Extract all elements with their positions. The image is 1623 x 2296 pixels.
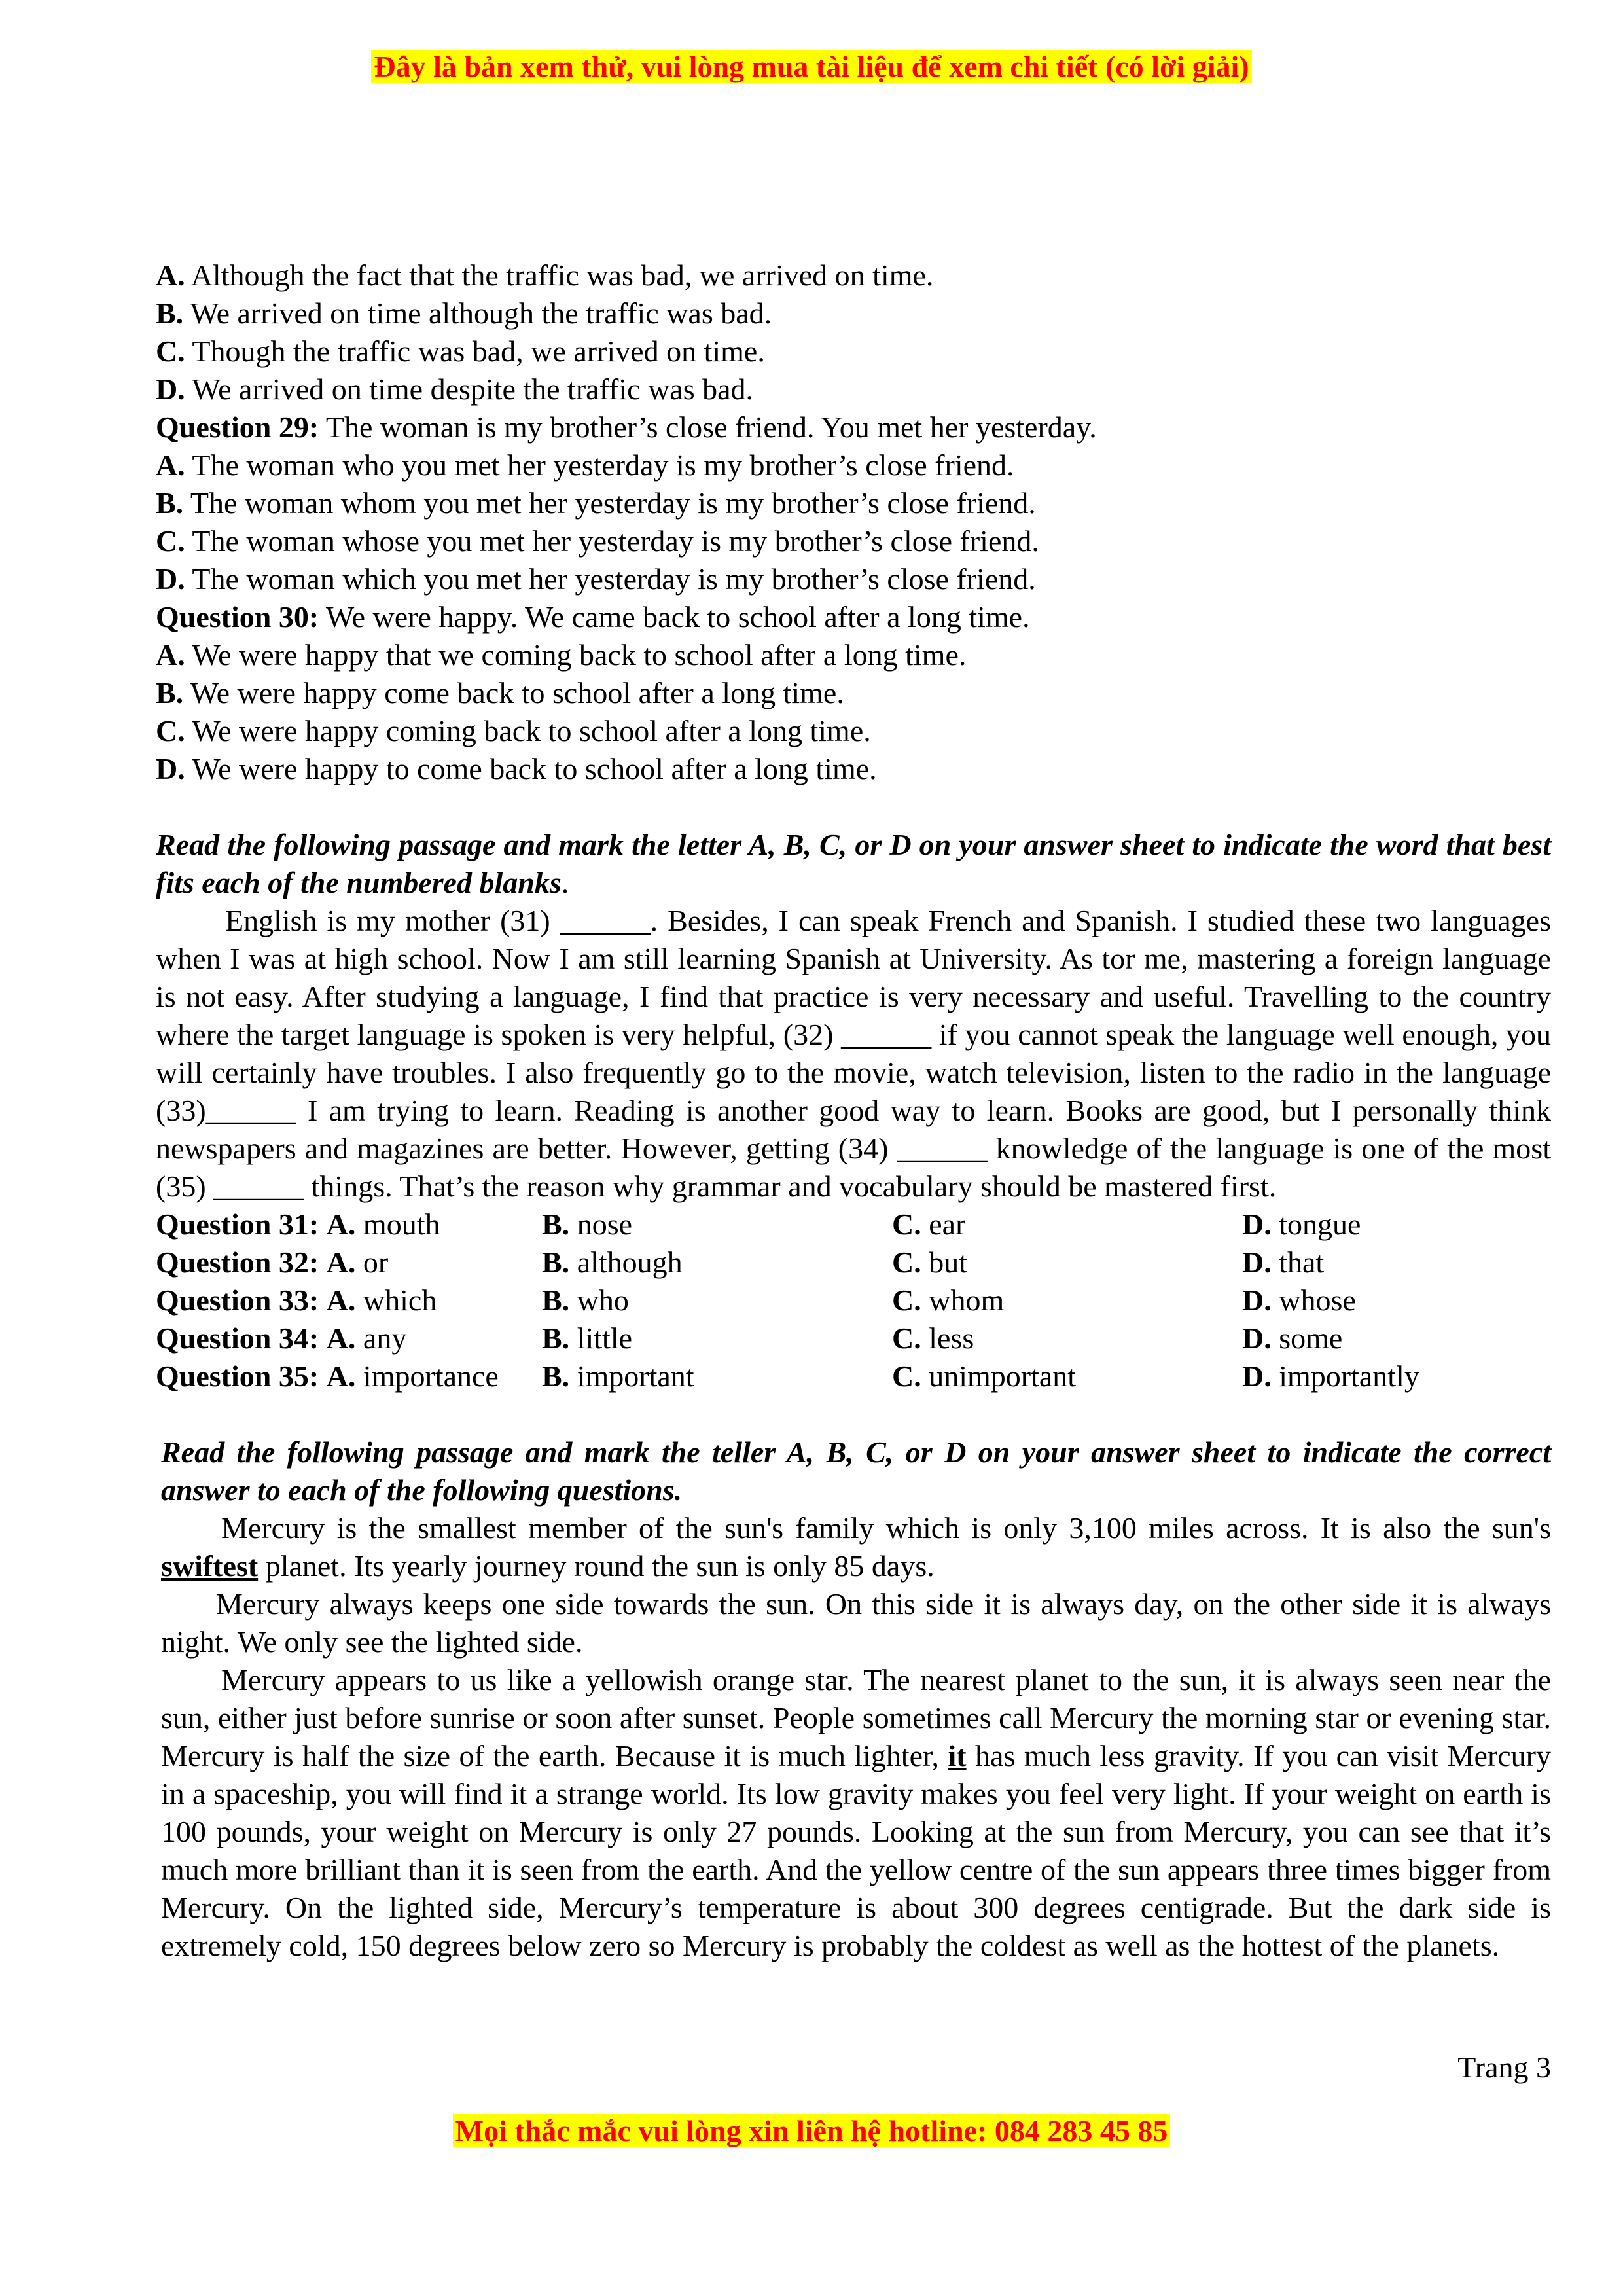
- q30-option-d: D. We were happy to come back to school after a long time.: [156, 752, 877, 785]
- preview-notice-text: Đây là bản xem thử, vui lòng mua tài liệu để xem chi tiết (có lời giải): [371, 50, 1251, 83]
- q29-prompt: Question 29: The woman is my brother’s close friend. You met her yesterday.: [156, 410, 1097, 444]
- document-body: [156, 257, 1551, 1965]
- q28-option-c: C. Though the traffic was bad, we arrived on time.: [156, 334, 765, 368]
- q28-option-a: A. Although the fact that the traffic was bad, we arrived on time.: [156, 259, 934, 292]
- highlighted-word-swiftest: swiftest: [161, 1549, 259, 1583]
- q29-option-d: D. The woman which you met her yesterday is my brother’s close friend.: [156, 562, 1036, 596]
- question-34-row: Question 34: A. any B. little C. less D. some: [156, 1321, 1343, 1355]
- page-number: Trang 3: [1457, 2051, 1551, 2084]
- q30-option-c: C. We were happy coming back to school after a long time.: [156, 714, 871, 747]
- reading-paragraph-3: Mercury appears to us like a yellowish orange star. The nearest planet to the sun, it is always seen near the sun, either just before sunrise or soon after sunset. People sometimes call Mercury the morning star or evening star. Mercury is half the size of the earth. Because it is much lighter, it has much less gravity. If you can visit Mercury in a spaceship, you will find it a strange world. Its low gravity makes you feel very light. If your weight on earth is 100 pounds, your weight on Mercury is only 27 pounds. Looking at the sun from Mercury, you can see that it’s much more brilliant than it is seen from the earth. And the yellow centre of the sun appears three times bigger from Mercury. On the lighted side, Mercury’s temperature is about 300 degrees centigrade. But the dark side is extremely cold, 150 degrees below zero so Mercury is probably the coldest as well as the hottest of the planets.: [161, 1663, 1552, 1962]
- section-gap: [156, 788, 1551, 826]
- q30-option-b: B. We were happy come back to school after a long time.: [156, 676, 844, 709]
- q29-option-b: B. The woman whom you met her yesterday is my brother’s close friend.: [156, 486, 1036, 520]
- question-32-row: Question 32: A. or B. although C. but D. that: [156, 1246, 1325, 1279]
- cloze-instruction: Read the following passage and mark the letter A, B, C, or D on your answer sheet to indicate the word that best fits each of the numbered blanks.: [156, 828, 1551, 899]
- q29-option-a: A. The woman who you met her yesterday is my brother’s close friend.: [156, 448, 1014, 482]
- section-gap: [156, 1395, 1551, 1433]
- q28-option-b: B. We arrived on time although the traffic was bad.: [156, 296, 772, 330]
- reading-paragraph-1: Mercury is the smallest member of the sun's family which is only 3,100 miles across. It is also the sun's swiftest planet. Its yearly journey round the sun is only 85 days.: [161, 1511, 1551, 1583]
- cloze-passage: English is my mother (31) ______. Besides, I can speak French and Spanish. I studied these two languages when I was at high school. Now I am still learning Spanish at University. As tor me, mastering a foreign language is not easy. After studying a language, I find that practice is very necessary and useful. Travelling to the country where the target language is spoken is very helpful, (32) ______ if you cannot speak the language well enough, you will certainly have troubles. I also frequently go to the movie, watch television, listen to the radio in the language (33)______ I am trying to learn. Reading is another good way to learn. Books are good, but I personally think newspapers and magazines are better. However, getting (34) ______ knowledge of the language is one of the most (35) ______ things. That’s the reason why grammar and vocabulary should be mastered first.: [156, 904, 1551, 1203]
- hotline-banner: [0, 2113, 1623, 2149]
- reading-paragraph-2: Mercury always keeps one side towards the sun. On this side it is always day, on the other side it is always night. We only see the lighted side.: [161, 1587, 1551, 1659]
- reading-instruction: Read the following passage and mark the teller A, B, C, or D on your answer sheet to indicate the correct answer to each of the following questions.: [161, 1435, 1551, 1507]
- question-35-row: Question 35: A. importance B. important C. unimportant D. importantly: [156, 1359, 1419, 1393]
- q30-option-a: A. We were happy that we coming back to school after a long time.: [156, 638, 967, 672]
- hotline-text: Mọi thắc mắc vui lòng xin liên hệ hotline: 084 283 45 85: [453, 2114, 1171, 2147]
- q29-option-c: C. The woman whose you met her yesterday is my brother’s close friend.: [156, 524, 1039, 558]
- question-33-row: Question 33: A. which B. who C. whom D. whose: [156, 1283, 1356, 1317]
- q28-option-d: D. We arrived on time despite the traffic was bad.: [156, 372, 754, 406]
- preview-notice-banner: [0, 48, 1623, 85]
- highlighted-word-it: it: [948, 1739, 967, 1772]
- question-31-row: Question 31: A. mouth B. nose C. ear D. tongue: [156, 1208, 1361, 1241]
- q30-prompt: Question 30: We were happy. We came back to school after a long time.: [156, 600, 1030, 634]
- cloze-answer-options: [156, 1206, 1419, 1395]
